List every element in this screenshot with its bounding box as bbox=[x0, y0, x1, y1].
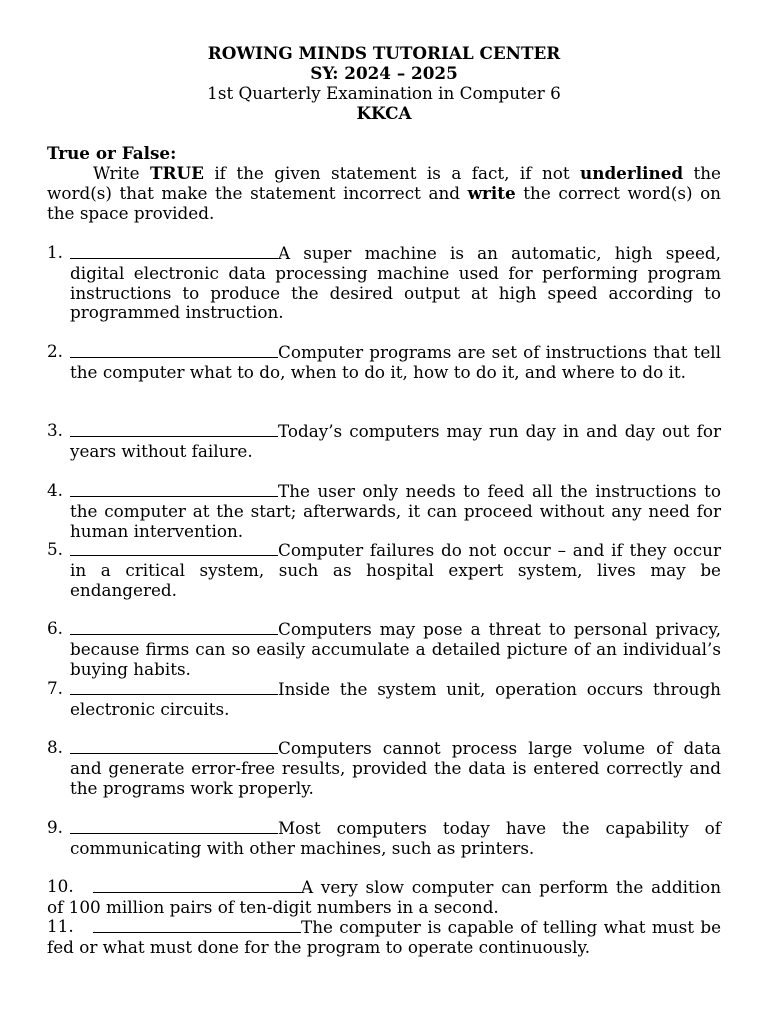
answer-blank[interactable] bbox=[70, 679, 278, 695]
question-number: 2. bbox=[47, 341, 64, 361]
instructions-part-2: if the given statement is a fact, if not bbox=[203, 163, 581, 183]
answer-blank[interactable] bbox=[70, 540, 278, 556]
question-number: 10. bbox=[47, 876, 74, 896]
question-number: 9. bbox=[47, 817, 64, 837]
question-text: The user only needs to feed all the instructions to the computer at the start; afterwards, it can proceed without any need for human intervention. bbox=[70, 481, 721, 541]
question-number: 6. bbox=[47, 618, 64, 638]
section-title: True or False: bbox=[47, 143, 177, 163]
answer-blank[interactable] bbox=[70, 243, 278, 259]
question-item bbox=[47, 679, 721, 720]
question-number: 5. bbox=[47, 539, 64, 559]
instructions bbox=[47, 164, 721, 223]
answer-blank[interactable] bbox=[70, 818, 278, 834]
answer-blank[interactable] bbox=[93, 917, 301, 933]
instructions-part-1: Write bbox=[93, 163, 151, 183]
question-text: Computers cannot process large volume of data and generate error-free results, provided the data is entered correctly and the programs work properly. bbox=[70, 738, 721, 798]
question-number: 8. bbox=[47, 737, 64, 757]
exam-header bbox=[0, 43, 768, 123]
question-item bbox=[47, 619, 721, 679]
question-text: Today’s computers may run day in and day out for years without failure. bbox=[70, 421, 721, 461]
question-item bbox=[47, 877, 721, 918]
question-text: Inside the system unit, operation occurs through electronic circuits. bbox=[70, 679, 721, 719]
question-number: 4. bbox=[47, 480, 64, 500]
question-text: A very slow computer can perform the addition of 100 million pairs of ten-digit numbers in a second. bbox=[47, 877, 721, 917]
answer-blank[interactable] bbox=[70, 619, 278, 635]
instructions-part-4: the correct word(s) on the space provided. bbox=[47, 182, 721, 223]
exam-title: 1st Quarterly Examination in Computer 6 bbox=[207, 83, 561, 103]
question-item bbox=[47, 421, 721, 462]
answer-blank[interactable] bbox=[70, 342, 278, 358]
school-year: SY: 2024 – 2025 bbox=[310, 63, 458, 83]
question-number: 7. bbox=[47, 678, 64, 698]
exam-code: KKCA bbox=[356, 103, 412, 123]
question-item bbox=[47, 917, 721, 958]
question-text: Most computers today have the capability of communicating with other machines, such as printers. bbox=[70, 818, 721, 858]
question-number: 11. bbox=[47, 916, 74, 936]
question-text: Computers may pose a threat to personal privacy, because firms can so easily accumulate a detailed picture of an individual’s buying habits. bbox=[70, 619, 721, 679]
instructions-part-3: the word(s) that make the statement incorrect and bbox=[47, 163, 721, 203]
question-item bbox=[47, 342, 721, 383]
question-item bbox=[47, 481, 721, 541]
question-text: Computer programs are set of instructions that tell the computer what to do, when to do it, how to do it, and where to do it. bbox=[70, 342, 721, 382]
school-name: ROWING MINDS TUTORIAL CENTER bbox=[207, 43, 561, 63]
question-item bbox=[47, 738, 721, 798]
question-item bbox=[47, 540, 721, 600]
question-item bbox=[47, 243, 721, 323]
question-number: 1. bbox=[47, 242, 64, 262]
answer-blank[interactable] bbox=[70, 421, 278, 437]
question-text: The computer is capable of telling what must be fed or what must done for the program to operate continuously. bbox=[47, 917, 721, 957]
question-text: A super machine is an automatic, high speed, digital electronic data processing machine used for performing program instructions to produce the desired output at high speed according to programmed instruction. bbox=[70, 243, 721, 323]
answer-blank[interactable] bbox=[93, 877, 301, 893]
instructions-write: write bbox=[467, 182, 516, 203]
instructions-underlined: underlined bbox=[580, 163, 684, 183]
question-number: 3. bbox=[47, 420, 64, 440]
question-item bbox=[47, 818, 721, 859]
question-text: Computer failures do not occur – and if they occur in a critical system, such as hospital expert system, lives may be endangered. bbox=[70, 540, 721, 600]
answer-blank[interactable] bbox=[70, 481, 278, 497]
instructions-true: TRUE bbox=[150, 163, 204, 183]
answer-blank[interactable] bbox=[70, 738, 278, 754]
